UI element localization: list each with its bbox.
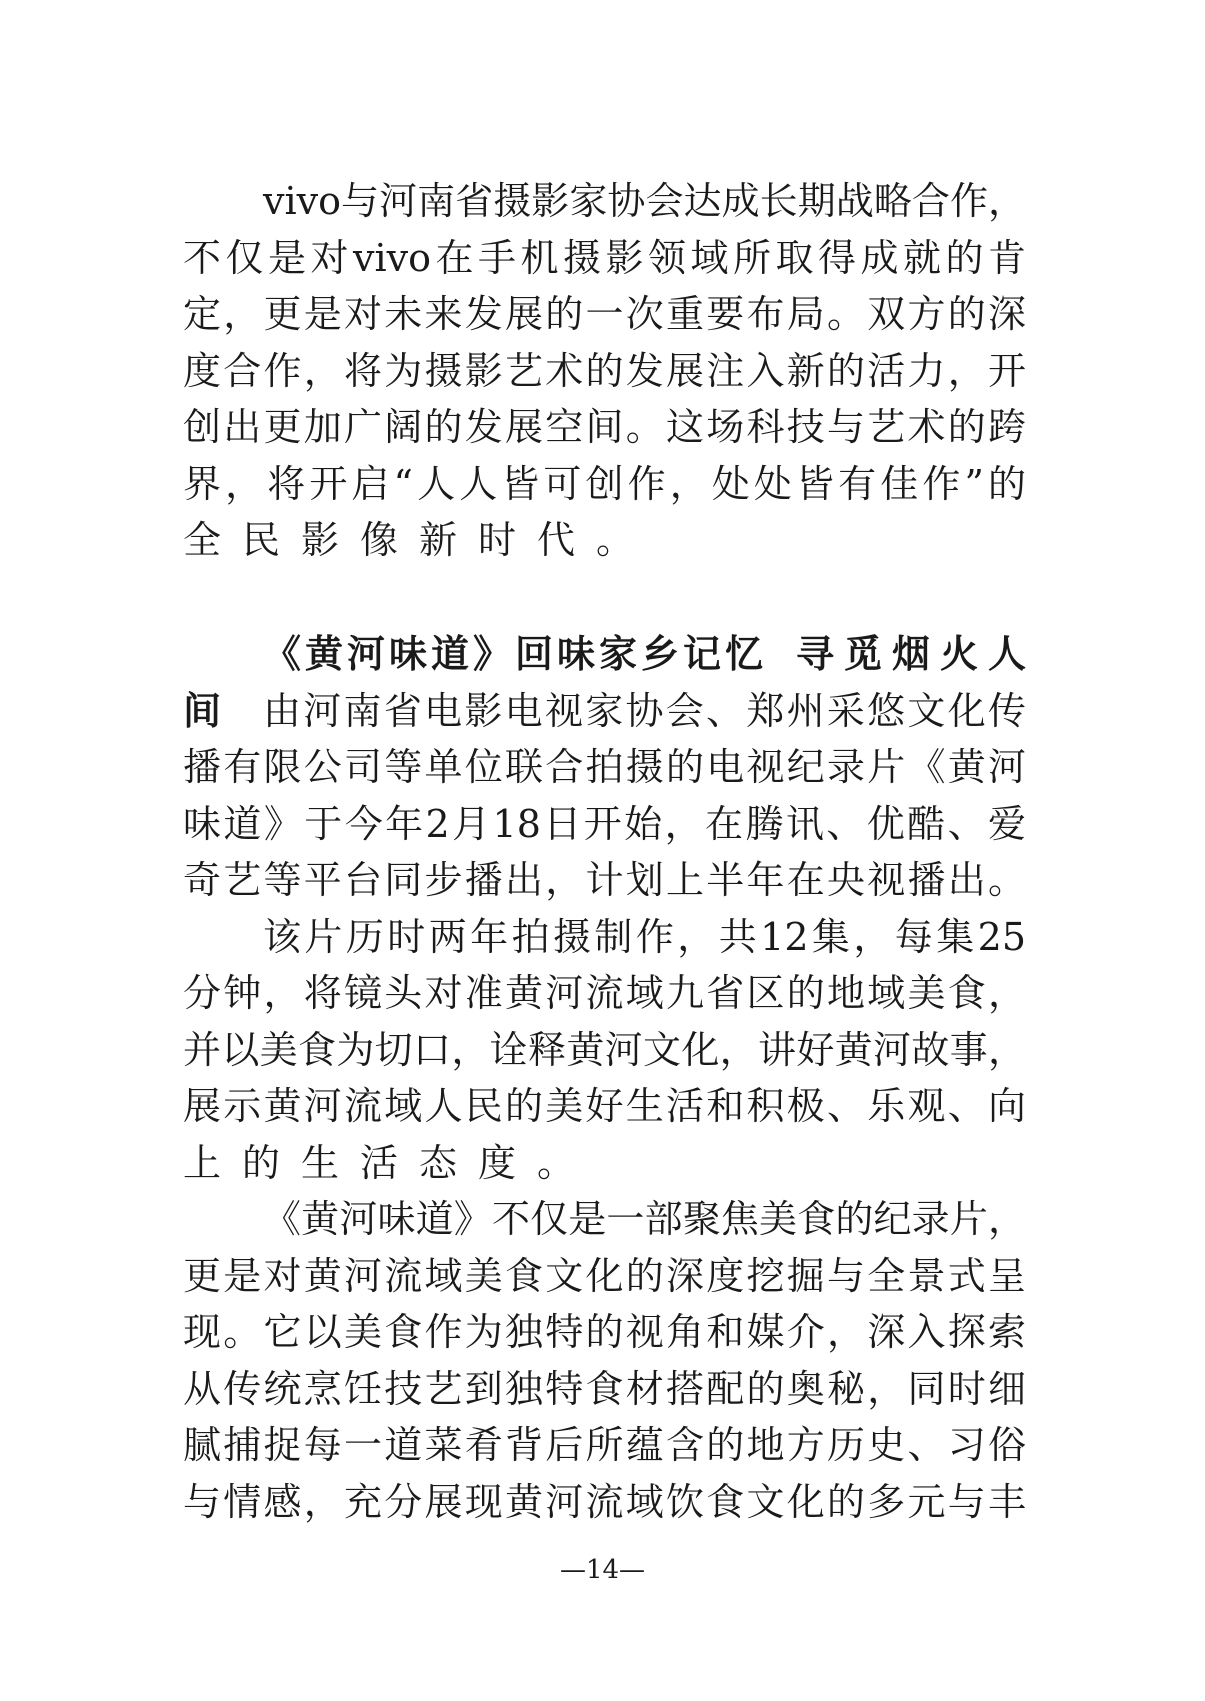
text-line: 更是对黄河流域美食文化的深度挖掘与全景式呈 — [183, 1253, 1026, 1298]
text-line: 腻捕捉每一道菜肴背后所蕴含的地方历史、习俗 — [183, 1423, 1026, 1467]
text-line: 不仅是对vivo在手机摄影领域所取得成就的肯 — [183, 235, 1026, 280]
text-line: 上的生活态度。 — [183, 1140, 597, 1185]
section-heading — [183, 626, 1036, 683]
text-line: vivo与河南省摄影家协会达成长期战略合作， — [263, 179, 1026, 223]
text-line: 味道》于今年2月18日开始，在腾讯、优酷、爱 — [183, 801, 1026, 846]
heading-title-part1: 《黄河味道》回味家乡记忆 — [263, 632, 768, 676]
text-line: 该片历时两年拍摄制作，共12集，每集25 — [263, 914, 1026, 959]
text-line: 播有限公司等单位联合拍摄的电视纪录片《黄河 — [183, 745, 1026, 789]
text-line: 创出更加广阔的发展空间。这场科技与艺术的跨 — [183, 405, 1026, 449]
heading-title-part2: 寻觅烟火人 — [795, 632, 1036, 676]
text-line: 现。它以美食作为独特的视角和媒介，深入探索 — [183, 1310, 1026, 1354]
text-line-body: 由河南省电影电视家协会、郑州采悠文化传 — [263, 688, 1026, 733]
text-line: 分钟，将镜头对准黄河流域九省区的地域美食， — [183, 971, 1026, 1015]
heading-title-part3: 间 — [183, 688, 222, 733]
text-line: 界，将开启“人人皆可创作，处处皆有佳作”的 — [183, 461, 1026, 506]
text-line: 奇艺等平台同步播出，计划上半年在央视播出。 — [183, 858, 1026, 902]
text-line: 全民影像新时代。 — [183, 518, 656, 562]
text-line: 展示黄河流域人民的美好生活和积极、乐观、向 — [183, 1084, 1026, 1128]
text-line: 与情感，充分展现黄河流域饮食文化的多元与丰 — [183, 1479, 1026, 1524]
text-line: 度合作，将为摄影艺术的发展注入新的活力，开 — [183, 348, 1026, 393]
text-line — [183, 683, 1026, 740]
text-line: 并以美食为切口，诠释黄河文化，讲好黄河故事， — [183, 1027, 1026, 1072]
text-line: 从传统烹饪技艺到独特食材搭配的奥秘，同时细 — [183, 1366, 1026, 1411]
page-number: —14— — [559, 1555, 646, 1585]
text-line: 《黄河味道》不仅是一部聚焦美食的纪录片， — [263, 1197, 1026, 1241]
section-yellow-river-flavor — [183, 626, 1036, 1530]
text-line: 定，更是对未来发展的一次重要布局。双方的深 — [183, 292, 1026, 336]
paragraph-vivo-partnership — [183, 173, 1026, 569]
